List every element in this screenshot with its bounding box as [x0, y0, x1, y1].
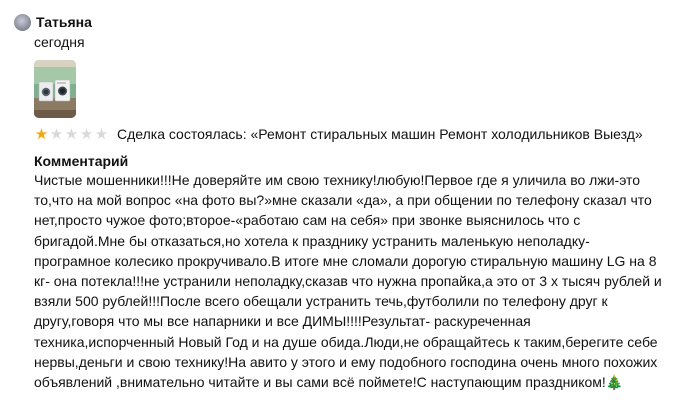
star-empty-icon: ★: [94, 125, 109, 143]
comment-line: техника,испорченный Новый Год и на душе обида.Люди,не обращайтесь к таким,берегите себе: [34, 333, 658, 350]
avatar[interactable]: [14, 14, 31, 31]
review-photo[interactable]: [34, 60, 76, 118]
review-date: сегодня: [34, 34, 85, 50]
comment-line: другу,говоря что мы все напарники и все ДИМЫ!!!!Результат- раскуреченная: [34, 313, 531, 330]
deal-info: Сделка состоялась: «Ремонт стиральных машин Ремонт холодильников Выезд»: [117, 126, 643, 142]
star-empty-icon: ★: [79, 125, 94, 143]
comment-text: [34, 170, 679, 392]
star-rating: [34, 127, 109, 142]
comment-line: бригадой.Мне бы отказаться,но хотела к празднику устранить маленькую неполадку-: [34, 232, 590, 249]
comment-line: то,что на мой вопрос «на фото вы?»мне сказали «да», а при общении по телефону сказал что: [34, 192, 652, 209]
washing-machine-photo-icon: [34, 60, 76, 118]
star-filled-icon: ★: [34, 125, 49, 143]
star-empty-icon: ★: [64, 125, 79, 143]
comment-line: нет,просто чужое фото;второе-«работаю сам на себя» при звонке выяснилось что с: [34, 212, 581, 229]
author-name[interactable]: Татьяна: [36, 14, 92, 30]
comment-line: програмное колесико прокручивало.В итоге мне сломали дорогую стиральную машину LG на 8: [34, 252, 657, 269]
comment-line: объявлений ,внимательно читайте и вы сами всё поймете!С наступающим праздником!🎄: [34, 374, 624, 391]
comment-line: взяли 500 рублей!!!После всего обещали устранить течь,футболили по телефону друг к: [34, 293, 608, 310]
comment-line: кг- она потекла!!!не устранили неполадку,сказав что нужна пропайка,а это от 3 х тысяч рублей и: [34, 273, 662, 290]
rating-row: [34, 124, 643, 144]
comment-line: Чистые мошенники!!!Не доверяйте им свою технику!любую!Первое где я уличила во лжи-это: [34, 172, 641, 188]
comment-title: Комментарий: [34, 153, 129, 169]
comment-line: нервы,деньги и свою технику!На авито у этого и ему подобного господина очень много похожих: [34, 353, 658, 370]
review-header: [14, 12, 92, 32]
star-empty-icon: ★: [49, 125, 64, 143]
